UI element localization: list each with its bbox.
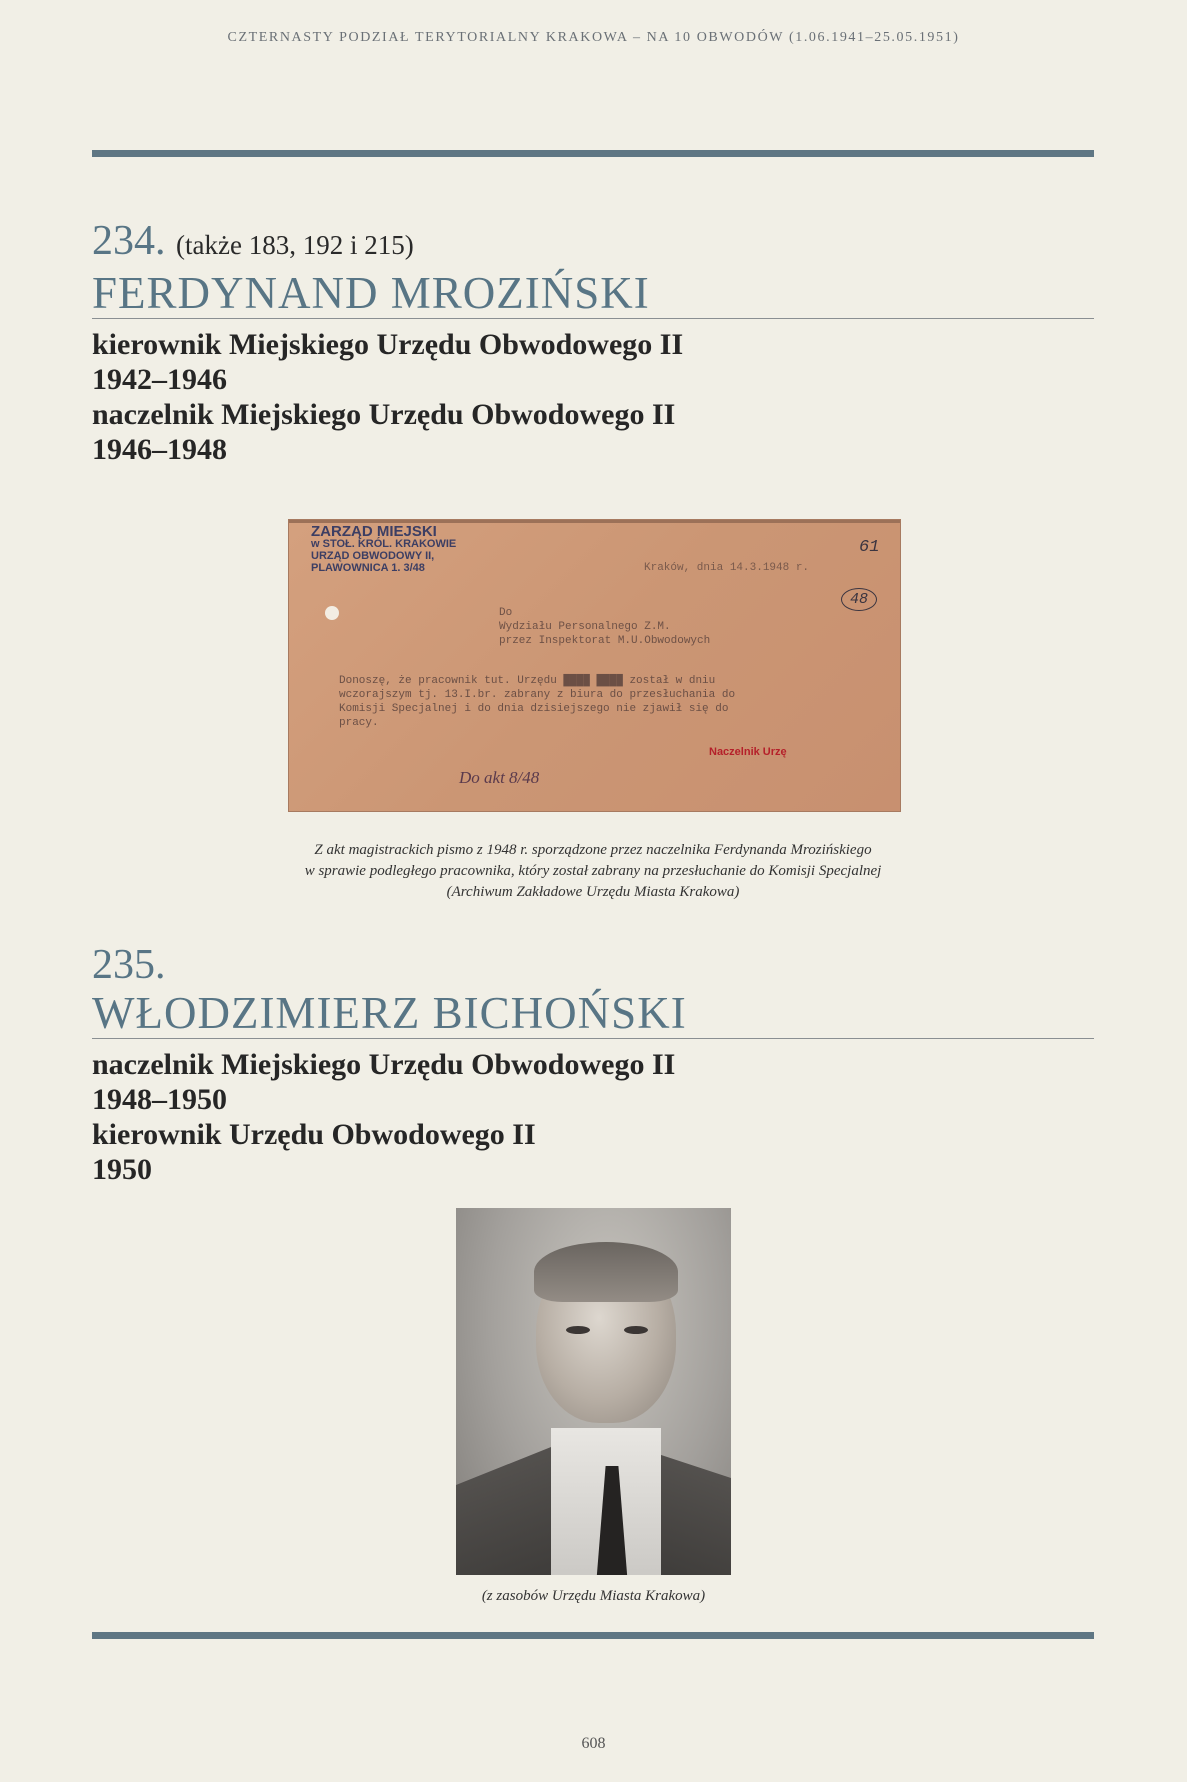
archival-document-photo <box>288 519 901 812</box>
office-stamp <box>311 523 457 574</box>
stamp-line: PLAWOWNICA 1. 3/48 <box>311 562 425 574</box>
address-line: Wydziału Personalnego Z.M. <box>499 621 671 633</box>
signature-stamp: Naczelnik Urzę <box>709 746 787 758</box>
entry-name: FERDYNAND MROZIŃSKI <box>92 268 1094 319</box>
caption-line: (Archiwum Zakładowe Urzędu Miasta Krakowa) <box>446 884 740 900</box>
entry-number: 234. <box>92 218 166 264</box>
stamp-line: URZĄD OBWODOWY II, <box>311 550 435 562</box>
address-line: Do <box>499 607 513 619</box>
portrait-eye-left <box>566 1326 590 1334</box>
role-line: naczelnik Miejskiego Urzędu Obwodowego II <box>92 398 676 431</box>
entry-number: 235. <box>92 942 166 988</box>
entry-cross-reference: (także 183, 192 i 215) <box>176 230 414 260</box>
body-line: pracy. <box>339 717 379 729</box>
entry-roles <box>92 1047 1094 1187</box>
stamp-line: w STOŁ. KRÓL. KRAKOWIE <box>311 538 457 550</box>
page-number: 608 <box>581 1735 606 1752</box>
role-line: 1948–1950 <box>92 1083 227 1116</box>
portrait-caption: (z zasobów Urzędu Miasta Krakowa) <box>481 1588 706 1604</box>
portrait-eye-right <box>624 1326 648 1334</box>
entry-number-line <box>92 218 1094 268</box>
entry-234 <box>92 218 1094 467</box>
caption-line: w sprawie podległego pracownika, który został zabrany na przesłuchanie do Komisji Specjalnej <box>304 863 882 879</box>
body-line: Komisji Specjalnej i do dnia dzisiejszego nie zjawił się do <box>339 703 729 715</box>
role-line: 1950 <box>92 1153 152 1186</box>
document-date: Kraków, dnia 14.3.1948 r. <box>644 562 810 574</box>
document-body <box>339 674 735 730</box>
handwritten-note: Do akt 8/48 <box>459 768 540 787</box>
portrait-photo <box>456 1208 731 1575</box>
top-rule <box>92 150 1094 157</box>
entry-name: WŁODZIMIERZ BICHOŃSKI <box>92 988 1094 1039</box>
bottom-rule <box>92 1632 1094 1639</box>
role-line: 1946–1948 <box>92 433 227 466</box>
role-line: naczelnik Miejskiego Urzędu Obwodowego II <box>92 1048 676 1081</box>
document-caption <box>92 840 1094 903</box>
role-line: 1942–1946 <box>92 363 227 396</box>
entry-roles <box>92 327 1094 467</box>
entry-235 <box>92 942 1094 1187</box>
entry-number-line <box>92 942 1094 988</box>
portrait-hair <box>534 1242 678 1302</box>
document-address <box>499 606 710 648</box>
role-line: kierownik Miejskiego Urzędu Obwodowego II <box>92 328 684 361</box>
body-line: Donoszę, że pracownik tut. Urzędu ████ ████ został w dniu <box>339 675 716 687</box>
stamp-line: ZARZĄD MIEJSKI <box>311 523 437 540</box>
caption-line: Z akt magistrackich pismo z 1948 r. sporządzone przez naczelnika Ferdynanda Mrozińskiego <box>314 842 872 858</box>
handwritten-number: 61 <box>859 538 880 557</box>
running-head: CZTERNASTY PODZIAŁ TERYTORIALNY KRAKOWA – NA 10 OBWODÓW (1.06.1941–25.05.1951) <box>227 30 960 45</box>
circled-number: 48 <box>841 588 877 611</box>
address-line: przez Inspektorat M.U.Obwodowych <box>499 635 711 647</box>
punch-hole <box>325 606 339 620</box>
body-line: wczorajszym tj. 13.I.br. zabrany z biura do przesłuchania do <box>339 689 736 701</box>
role-line: kierownik Urzędu Obwodowego II <box>92 1118 536 1151</box>
